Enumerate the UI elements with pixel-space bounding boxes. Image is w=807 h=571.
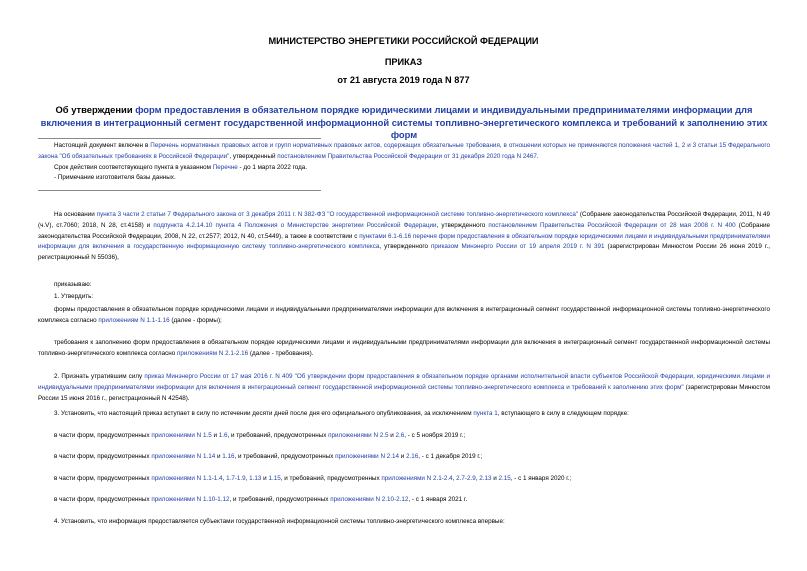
- text-run: (Собрание законодательства Российской Федерации, 2008, N 22, ст.2577; 2012, N 40, ст.5449), а также в соответствии с: [38, 221, 770, 240]
- document-link[interactable]: приложениями N 2.10-2.12: [330, 496, 409, 503]
- note-top-divider: [38, 138, 321, 139]
- text-run: , утвержденного: [379, 243, 432, 251]
- text-run: , утвержденного: [436, 221, 489, 229]
- text-run: формы предоставления в обязательном порядке юридическими лицами и индивидуальными предпринимателями информации для включения в интеграционный сегмент государственной информационной системы топливно-энергетического комплекса согласно: [38, 306, 770, 324]
- basis-paragraph: [38, 210, 770, 264]
- text-run: Срок действия соответствующего пункта в указанном: [54, 163, 213, 171]
- item-3-stage-4: [54, 495, 770, 506]
- text-run: , - с 1 января 2021 г.: [408, 496, 468, 503]
- document-link[interactable]: 1.15: [268, 475, 281, 482]
- text-run: и: [388, 432, 396, 439]
- text-run: и: [261, 475, 269, 482]
- order-word: приказываю:: [54, 281, 92, 288]
- text-run: требования к заполнению форм предоставления в обязательном порядке юридическими лицами и индивидуальными предпринимателями информации для включения в интеграционный сегмент государственной информационной системы топливно-энергетического комплекса согласно: [38, 339, 770, 357]
- document-link[interactable]: приказом Минэнерго России от 19 апреля 2019 г. N 391: [431, 243, 605, 251]
- document-link[interactable]: приложениями N 1.1-1.4: [151, 475, 223, 482]
- text-run: (далее - формы);: [169, 316, 222, 324]
- document-link[interactable]: приложениями N 2.5: [328, 432, 389, 439]
- text-run: , и требований, предусмотренных: [227, 432, 329, 439]
- document-title: [38, 104, 770, 142]
- document-link[interactable]: приложениями N 2.1-2.4: [381, 475, 453, 482]
- document-link[interactable]: постановлением Правительства Российской Федерации от 31 декабря 2020 года N 2467: [277, 152, 537, 160]
- text-run: Настоящий документ включен в: [54, 142, 151, 149]
- text-run: - до 1 марта 2022 года.: [237, 163, 308, 171]
- text-run: (зарегистрирован Минюстом России 15 июня 2016 г., регистрационный N 42548).: [38, 383, 771, 402]
- text-run: и: [215, 453, 223, 460]
- text-run: , - с 1 января 2020 г.;: [510, 475, 572, 482]
- text-run: и: [211, 432, 219, 439]
- document-link[interactable]: Перечне: [212, 163, 238, 171]
- text-run: ,: [475, 475, 480, 482]
- document-link[interactable]: подпункта 4.2.14.10 пункта 4 Положения о Министерстве энергетики Российской Федерации: [153, 221, 437, 229]
- document-link[interactable]: пункта 1: [473, 410, 498, 417]
- item-3-stage-3: [54, 474, 770, 485]
- text-run: , утвержденный: [229, 152, 278, 160]
- text-run: ,: [245, 475, 250, 482]
- item-1-forms: [38, 305, 770, 327]
- document-link[interactable]: приложениям N 2.1-2.16: [176, 349, 249, 357]
- text-run: ,: [222, 475, 227, 482]
- ministry-heading: МИНИСТЕРСТВО ЭНЕРГЕТИКИ РОССИЙСКОЙ ФЕДЕРАЦИИ: [268, 36, 539, 46]
- text-run: (зарегистрирован Минюстом России 26 июня 2019 г., регистрационный N 55036),: [38, 243, 770, 262]
- document-link[interactable]: 2.13: [479, 475, 492, 482]
- item-3-stage-1: [54, 431, 770, 442]
- text-run: в части форм, предусмотренных: [54, 475, 152, 482]
- text-run: и: [491, 475, 499, 482]
- document-link[interactable]: 1.13: [249, 475, 262, 482]
- document-link[interactable]: Перечень нормативных правовых актов и групп нормативных правовых актов, содержащих обязательные требования, в отношении которых не применяются положения частей 1, 2 и 3 статьи 15 Федерального закона "Об обязательных требованиях в Российской Федерации": [38, 142, 770, 160]
- document-link[interactable]: 1.16: [222, 453, 235, 460]
- text-run: (далее - требования).: [248, 349, 314, 357]
- item-2: [38, 372, 770, 404]
- editor-note: [38, 141, 770, 184]
- document-link[interactable]: пунктами 6.1-6.16 перечня форм предоставления в обязательном порядке юридическими лицами и индивидуальными предпринимателями информации для включения в государственную информационную систему топливно-энергетического комплекса: [38, 232, 770, 251]
- document-link[interactable]: 2.7-2.9: [456, 475, 476, 482]
- text-run: , - с 5 ноября 2019 г.;: [404, 432, 466, 439]
- note-paragraph-inclusion: [38, 141, 770, 163]
- date-number: от 21 августа 2019 года N 877: [337, 75, 470, 85]
- text-run: и: [399, 453, 407, 460]
- text-run: в части форм, предусмотренных: [54, 453, 152, 460]
- document-link[interactable]: постановлением Правительства Российской Федерации от 28 мая 2008 г. N 400: [488, 221, 736, 229]
- document-link[interactable]: приложениям N 1.1-1.16: [98, 316, 170, 324]
- document-link[interactable]: приложениями N 1.10-1.12: [151, 496, 230, 503]
- text-run: в части форм, предусмотренных: [54, 432, 152, 439]
- item-3-stage-2: [54, 452, 770, 463]
- text-run: 3. Установить, что настоящий приказ вступает в силу по истечении десяти дней после дня его официального опубликования, за исключением: [54, 410, 474, 417]
- text-run: На основании: [54, 211, 97, 218]
- item-3: [54, 409, 770, 420]
- text-run: .: [536, 152, 539, 160]
- document-link[interactable]: 2.16: [406, 453, 419, 460]
- doc-type-heading: ПРИКАЗ: [384, 57, 423, 67]
- text-run: , и требований, предусмотренных: [229, 496, 331, 503]
- item-1: 1. Утвердить:: [54, 293, 94, 300]
- note-bottom-divider: [38, 190, 321, 191]
- document-link[interactable]: пункта 3 части 2 статьи 7 Федерального закона от 3 декабря 2011 г. N 382-ФЗ "О государственной информационной системе топливно-энергетического комплекса": [96, 211, 579, 218]
- text-run: 2. Признать утратившим силу: [54, 373, 145, 380]
- title-prefix: Об утверждении: [55, 104, 136, 115]
- text-run: (Собрание законодательства Российской Федерации, 2011, N 49 (ч.V), ст.7060; 2018, N 28, ст.4158) и: [38, 211, 771, 229]
- text-run: , - с 1 декабря 2019 г.;: [418, 453, 483, 460]
- document-link[interactable]: приложениями N 2.14: [335, 453, 399, 460]
- text-run: ,: [452, 475, 457, 482]
- document-link[interactable]: 2.6: [395, 432, 405, 439]
- item-1-requirements: [38, 338, 770, 360]
- document-link[interactable]: 1.6: [218, 432, 228, 439]
- document-link[interactable]: приложениями N 1.14: [151, 453, 216, 460]
- text-run: , вступающего в силу в следующем порядке:: [497, 410, 629, 417]
- note-paragraph-validity: [38, 163, 770, 174]
- note-paragraph-source: - Примечание изготовителя базы данных.: [54, 174, 176, 182]
- title-link[interactable]: форм предоставления в обязательном порядке юридическими лицами и индивидуальными предпринимателями информации для включения в интеграционный сегмент государственной информационной системы топливно-энергетического комплекса и требований к заполнению этих форм: [40, 104, 768, 140]
- item-4: 4. Установить, что информация предоставляется субъектами государственной информационной системы топливно-энергетического комплекса впервые:: [54, 518, 505, 525]
- document-link[interactable]: приказ Минэнерго России от 17 мая 2016 г. N 409 "Об утверждении форм предоставления в обязательном порядке органами исполнительной власти субъектов Российской Федерации, юридическими лицами и индивидуальными предпринимателями информации для включения в интеграционный сегмент государственной информационной системы топливно-энергетического комплекса и требований к заполнению этих форм": [38, 373, 770, 391]
- text-run: , и требований, предусмотренных: [280, 475, 382, 482]
- document-link[interactable]: 2.15: [498, 475, 511, 482]
- document-link[interactable]: 1.7-1.9: [226, 475, 246, 482]
- text-run: в части форм, предусмотренных: [54, 496, 152, 503]
- document-link[interactable]: приложениями N 1.5: [151, 432, 212, 439]
- text-run: , и требований, предусмотренных: [234, 453, 336, 460]
